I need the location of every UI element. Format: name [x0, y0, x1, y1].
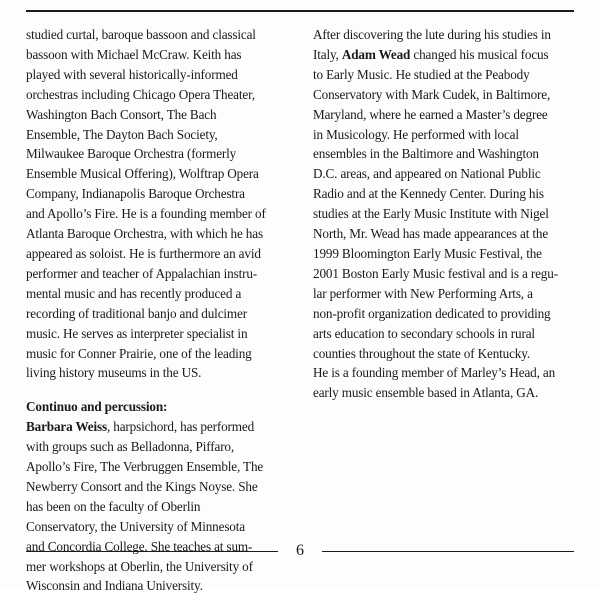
text-line: counties throughout the state of Kentucky.: [313, 345, 530, 361]
text-fragment: changed his musical focus: [410, 46, 549, 62]
text-line: Apollo’s Fire, The Verbruggen Ensemble, The: [26, 459, 264, 475]
text-line: with groups such as Belladonna, Piffaro,: [26, 439, 235, 455]
text-line: studied curtal, baroque bassoon and classical: [26, 27, 256, 42]
text-line: and Apollo’s Fire. He is a founding member of: [26, 206, 266, 222]
section-heading: Continuo and percussion:: [26, 399, 168, 415]
text-line: Ensemble, The Dayton Bach Society,: [26, 126, 218, 142]
text-line: recording of traditional banjo and dulcimer: [26, 305, 247, 321]
text-line: performer and teacher of Appalachian instru-: [26, 265, 258, 281]
text-line: D.C. areas, and appeared on National Public: [313, 166, 541, 182]
text-line: 1999 Bloomington Early Music Festival, the: [313, 245, 542, 261]
text-line: 2001 Boston Early Music festival and is a regu-: [313, 265, 558, 281]
bio-name: Barbara Weiss: [26, 419, 107, 435]
page-footer: [26, 540, 574, 562]
text-line: Wisconsin and Indiana University.: [26, 578, 203, 594]
text-line: to Early Music. He studied at the Peabody: [313, 66, 530, 82]
text-line: mer workshops at Oberlin, the University of: [26, 558, 253, 574]
text-line: Washington Bach Consort, The Bach: [26, 106, 217, 122]
text-line: ensembles in the Baltimore and Washington: [313, 146, 539, 162]
text-line: music. He serves as interpreter specialist in: [26, 325, 248, 341]
text-line: early music ensemble based in Atlanta, GA.: [313, 385, 539, 401]
text-line: has been on the faculty of Oberlin: [26, 498, 201, 514]
paragraph-gap: [26, 383, 292, 397]
text-line: Radio and at the Kennedy Center. During his: [313, 186, 544, 202]
text-line: studies at the Early Music Institute with Nigel: [313, 206, 549, 222]
footer-rule-right: [322, 551, 574, 552]
text-line: orchestras including Chicago Opera Theater,: [26, 86, 255, 102]
text-line: Newberry Consort and the Kings Noyse. She: [26, 478, 258, 494]
text-line: Ensemble Musical Offering), Wolftrap Opera: [26, 166, 259, 182]
left-column: [26, 25, 292, 596]
text-line: He is a founding member of Marley’s Head, an: [313, 365, 556, 381]
text-line: Milwaukee Baroque Orchestra (formerly: [26, 146, 237, 162]
text-line: mental music and has recently produced a: [26, 285, 242, 301]
text-line: Conservatory with Mark Cudek, in Baltimore,: [313, 86, 551, 102]
right-column: [313, 25, 579, 403]
bio-name-line: [313, 45, 579, 65]
text-line: Maryland, where he earned a Master’s degree: [313, 106, 548, 122]
text-line: and Concordia College. She teaches at sum-: [26, 538, 253, 554]
text-line: After discovering the lute during his studies in: [313, 27, 551, 42]
text-line: lar performer with New Performing Arts, a: [313, 285, 533, 301]
bio-first-line: [26, 417, 292, 437]
text-line: Atlanta Baroque Orchestra, with which he has: [26, 226, 263, 242]
text-line: North, Mr. Wead has made appearances at the: [313, 226, 549, 242]
bio-name: Adam Wead: [341, 46, 411, 62]
text-line: arts education to secondary schools in rural: [313, 325, 535, 341]
text-line: music for Conner Prairie, one of the leading: [26, 345, 252, 361]
page-number: 6: [296, 542, 304, 559]
bio-first-line-text: , harpsichord, has performed: [106, 419, 255, 435]
text-line: non-profit organization dedicated to providing: [313, 305, 551, 321]
text-line: bassoon with Michael McCraw. Keith has: [26, 46, 242, 62]
top-rule: [26, 10, 574, 12]
text-fragment: Italy,: [313, 46, 342, 62]
text-line: appeared as soloist. He is furthermore an avid: [26, 245, 261, 261]
text-line: in Musicology. He performed with local: [313, 126, 519, 142]
text-line: played with several historically-informed: [26, 66, 238, 82]
text-line: Company, Indianapolis Baroque Orchestra: [26, 186, 245, 202]
text-line: Conservatory, the University of Minnesota: [26, 518, 245, 534]
text-line: living history museums in the US.: [26, 365, 202, 381]
